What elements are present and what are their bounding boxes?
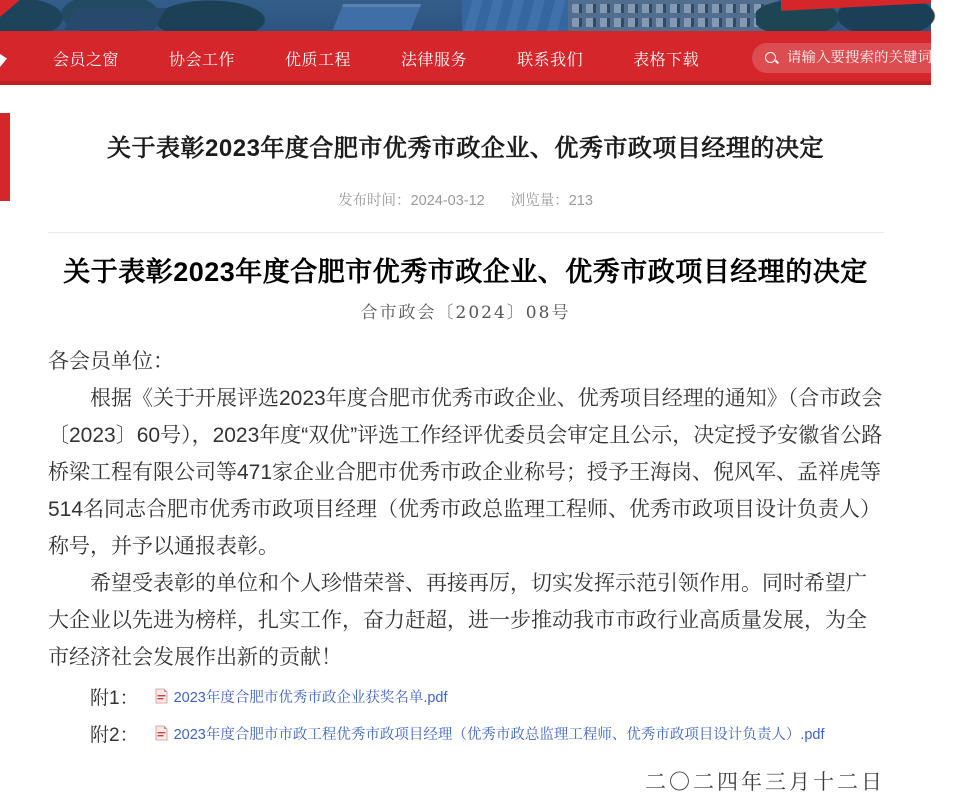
- nav-item-association-work[interactable]: 协会工作: [169, 51, 236, 69]
- nav-item-contact-us[interactable]: 联系我们: [517, 51, 584, 69]
- signature-date: 二〇二四年三月十二日: [645, 770, 885, 794]
- header-photo-banner: [0, 0, 931, 31]
- body-paragraph: 根据《关于开展评选2023年度合肥市优秀市政企业、优秀项目经理的通知》（合市政会〔2023〕60号），2023年度“双优”评选工作经评优委员会审定且公示，决定授予安徽省公路桥梁工程有限公司等471家企业合肥市优秀市政企业称号；授予王海岗、倪风军、孟祥虎等514名同志合肥市优秀市政项目经理（优秀市政总监理工程师、优秀市政项目设计负责人）称号，并予以通报表彰。: [48, 387, 883, 558]
- document-number: 合市政会〔2024〕08号: [360, 303, 571, 323]
- page-title: 关于表彰2023年度合肥市优秀市政企业、优秀市政项目经理的决定: [107, 135, 824, 162]
- nav-item-legal-services[interactable]: 法律服务: [401, 51, 468, 69]
- views-count: 213: [568, 193, 593, 209]
- attachment-link-winners-list[interactable]: 2023年度合肥市优秀市政企业获奖名单.pdf: [173, 690, 448, 706]
- article-title: 关于表彰2023年度合肥市优秀市政企业、优秀市政项目经理的决定: [63, 257, 868, 287]
- article-page: [0, 85, 931, 794]
- attachment-label: 附2：: [90, 725, 139, 746]
- pdf-file-icon: [155, 726, 168, 741]
- views-label: 浏览量：: [510, 193, 569, 209]
- attachment-label: 附1：: [90, 688, 139, 709]
- search-icon[interactable]: [765, 52, 778, 65]
- section-divider: [48, 232, 884, 233]
- nav-item-member-window[interactable]: 会员之窗: [53, 51, 120, 69]
- attachment-link-project-managers[interactable]: 2023年度合肥市市政工程优秀市政项目经理（优秀市政总监理工程师、优秀市政项目设计负责人）.pdf: [173, 727, 825, 743]
- attachment-row: [90, 678, 931, 715]
- nav-item-quality-projects[interactable]: 优质工程: [285, 51, 352, 69]
- search-input[interactable]: [787, 50, 937, 66]
- pdf-file-icon: [155, 689, 168, 704]
- nav-menu: [53, 47, 699, 70]
- salutation: 各会员单位：: [48, 350, 174, 373]
- left-red-strip: [0, 113, 10, 201]
- body-paragraph: 希望受表彰的单位和个人珍惜荣誉、再接再厉，切实发挥示范引领作用。同时希望广大企业以先进为榜样，扎实工作，奋力赶超，进一步推动我市市政行业高质量发展，为全市经济社会发展作出新的贡献！: [48, 572, 867, 669]
- nav-item-form-downloads[interactable]: 表格下载: [633, 51, 700, 69]
- attachment-list: [90, 678, 931, 752]
- cutoff-nav-item-fragment: [0, 54, 7, 67]
- main-navbar: [0, 31, 931, 85]
- publish-time-label: 发布时间：: [338, 193, 411, 209]
- publish-time-value: 2024-03-12: [410, 193, 485, 209]
- search-box[interactable]: [752, 43, 947, 73]
- article-meta: [0, 189, 931, 210]
- article-body: [48, 343, 883, 676]
- attachment-row: [90, 715, 931, 752]
